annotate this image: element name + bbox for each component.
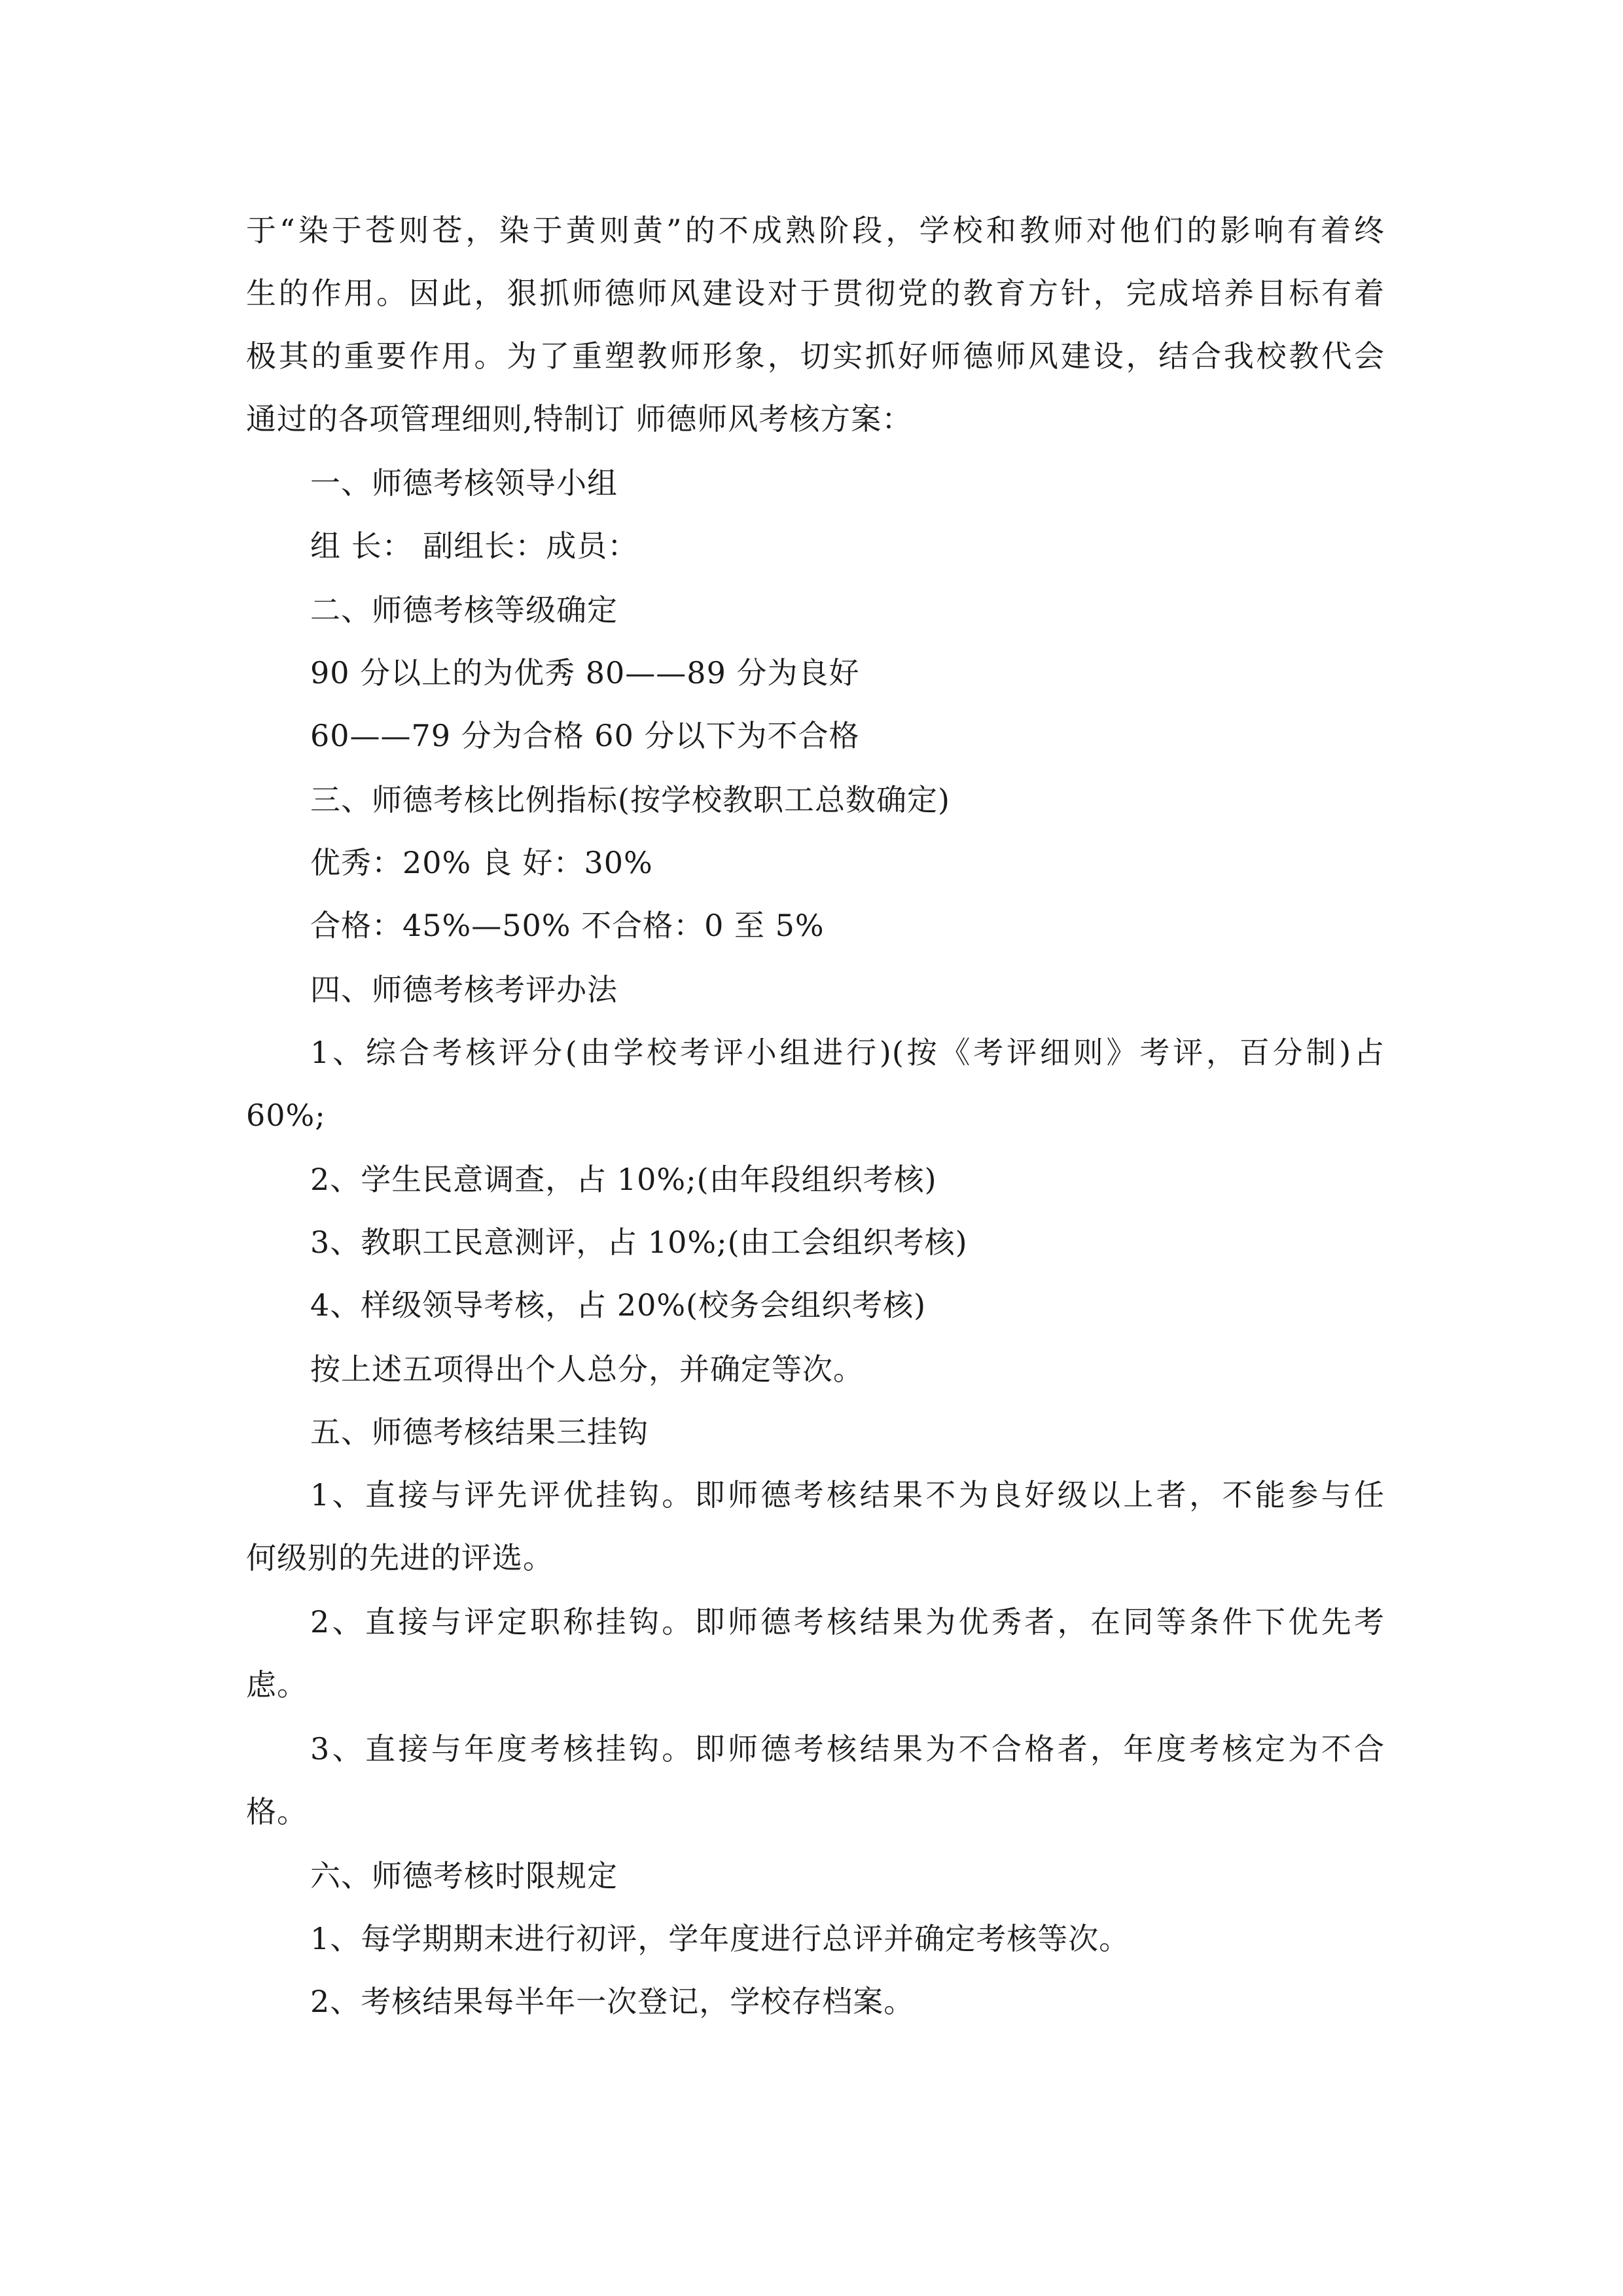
linkage-item-continuation: 格。 [246,1794,308,1829]
section-heading-grades: 二、师德考核等级确定 [310,592,618,628]
intro-paragraph-line: 生的作用。因此，狠抓师德师风建设对于贯彻党的教育方针，完成培养目标有着 [246,276,1385,311]
ratio-line: 优秀：20% 良 好：30% [310,845,653,880]
linkage-item: 3、直接与年度考核挂钩。即师德考核结果为不合格者，年度考核定为不合 [310,1731,1385,1767]
section-heading-leadership: 一、师德考核领导小组 [310,465,618,501]
timing-item: 2、考核结果每半年一次登记，学校存档案。 [310,1984,915,2019]
grade-rule-line: 90 分以上的为优秀 80——89 分为良好 [310,655,860,691]
timing-item: 1、每学期期末进行初评，学年度进行总评并确定考核等次。 [310,1921,1130,1956]
section-heading-methods: 四、师德考核考评办法 [310,972,618,1007]
intro-paragraph-line: 于“染于苍则苍，染于黄则黄”的不成熟阶段，学校和教师对他们的影响有着终 [246,213,1385,248]
linkage-item-continuation: 何级别的先进的评选。 [246,1540,554,1575]
grade-rule-line: 60——79 分为合格 60 分以下为不合格 [310,718,860,753]
intro-paragraph-line: 通过的各项管理细则,特制订 师德师风考核方案： [246,401,913,437]
section-heading-ratios: 三、师德考核比例指标(按学校教职工总数确定) [310,782,950,817]
method-summary: 按上述五项得出个人总分，并确定等次。 [310,1352,864,1387]
intro-paragraph-line: 极其的重要作用。为了重塑教师形象，切实抓好师德师风建设，结合我校教代会 [246,338,1385,374]
linkage-item-continuation: 虑。 [246,1667,308,1702]
method-item: 2、学生民意调查，占 10%;(由年段组织考核) [310,1162,937,1197]
linkage-item: 2、直接与评定职称挂钩。即师德考核结果为优秀者，在同等条件下优先考 [310,1604,1385,1640]
ratio-line: 合格：45%—50% 不合格：0 至 5% [310,908,825,943]
method-item-continuation: 60%; [246,1098,326,1133]
linkage-item: 1、直接与评先评优挂钩。即师德考核结果不为良好级以上者，不能参与任 [310,1477,1385,1513]
section-heading-linkage: 五、师德考核结果三挂钩 [310,1414,649,1450]
method-item: 4、样级领导考核，占 20%(校务会组织考核) [310,1287,927,1323]
section-heading-timing: 六、师德考核时限规定 [310,1858,618,1893]
method-item: 1、综合考核评分(由学校考评小组进行)(按《考评细则》考评，百分制)占 [310,1035,1385,1070]
leadership-roles: 组 长： 副组长：成员： [310,528,639,564]
method-item: 3、教职工民意测评，占 10%;(由工会组织考核) [310,1225,968,1260]
